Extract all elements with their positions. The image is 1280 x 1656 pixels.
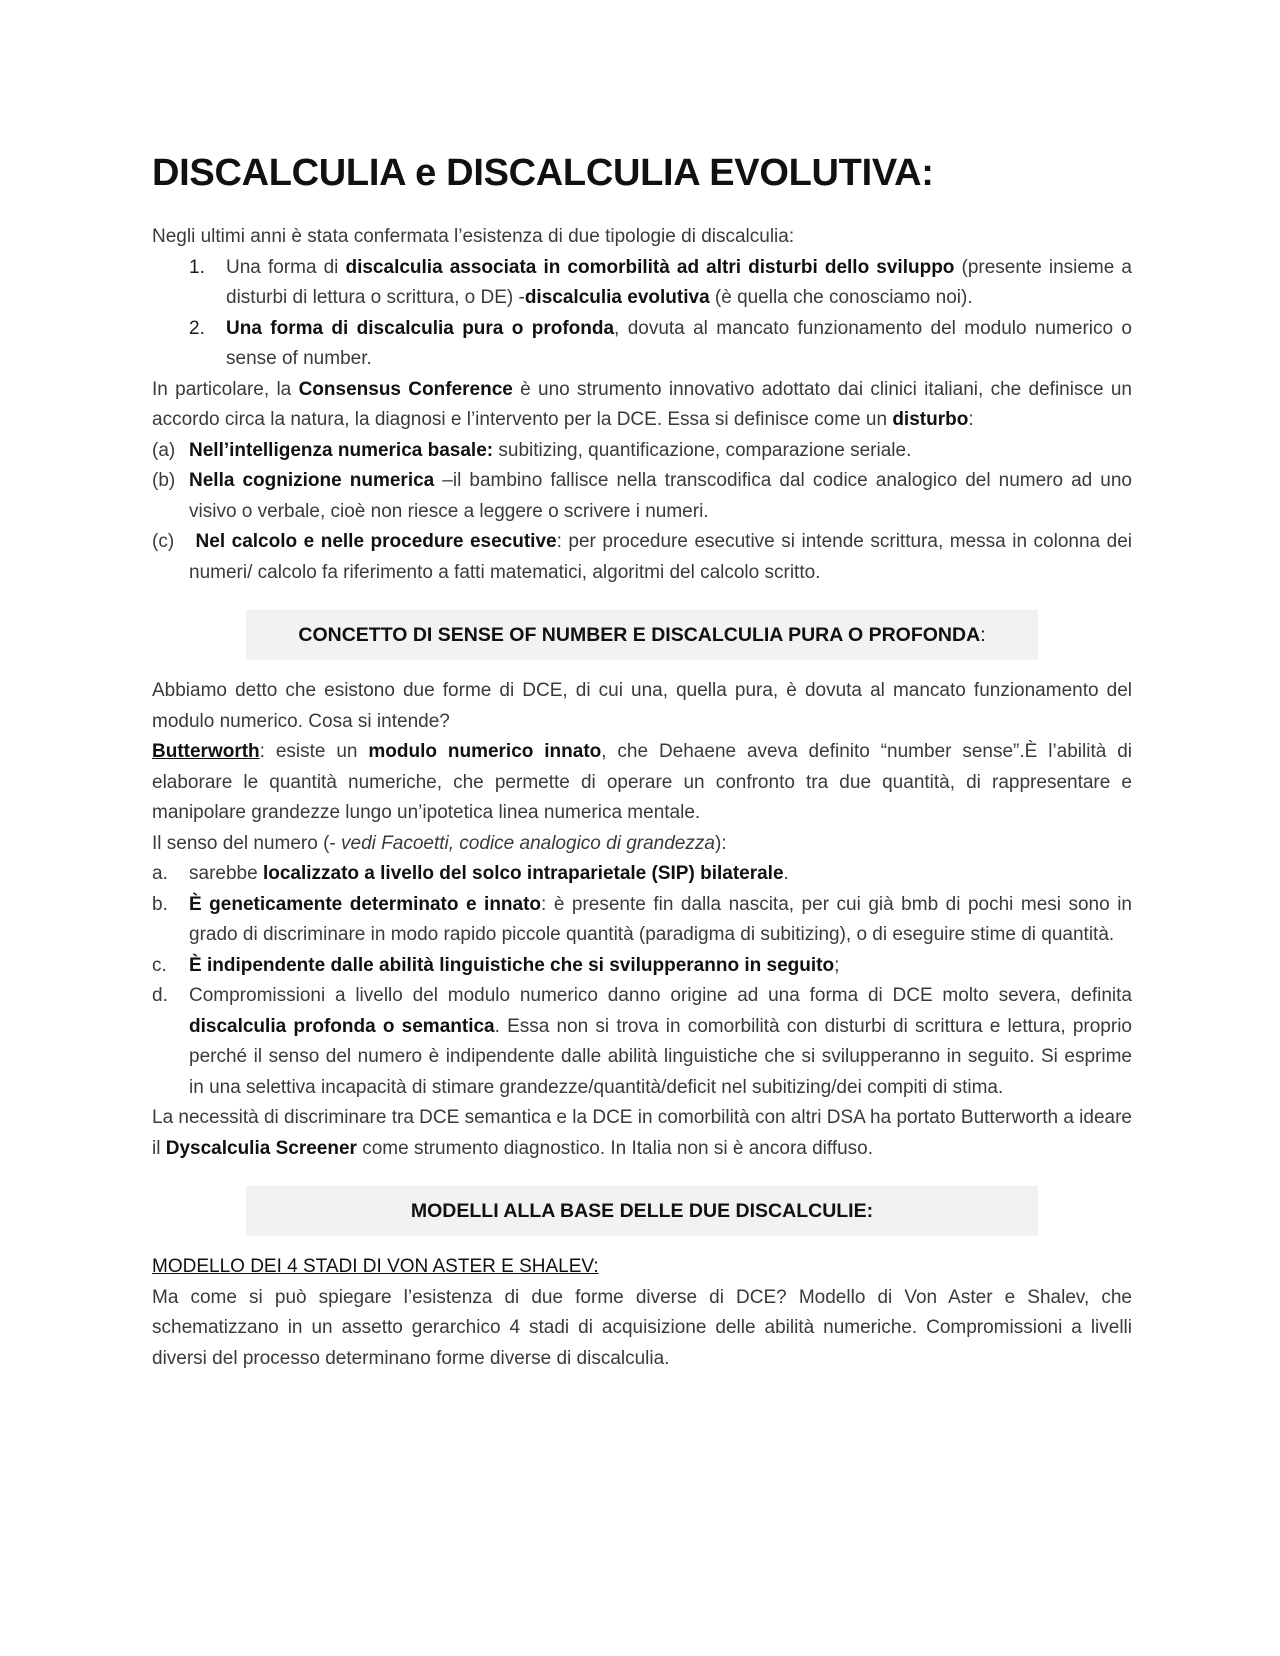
list-item: (c) Nel calcolo e nelle procedure esecutive: per procedure esecutive si intende scrittura, messa in colonna dei numeri/ calcolo fa riferimento a fatti matematici, algoritmi del calcolo scritto. xyxy=(152,527,1132,588)
list-marker: (b) xyxy=(152,470,176,491)
subheading-von-aster: MODELLO DEI 4 STADI DI VON ASTER E SHALEV: xyxy=(152,1256,599,1277)
list-item: (b) Nella cognizione numerica –il bambino fallisce nella transcodifica dal codice analogico del numero ad uno visivo o verbale, cioè non riesce a leggere o scrivere i numeri. xyxy=(152,466,1132,527)
senso-paragraph: Il senso del numero (- vedi Facoetti, codice analogico di grandezza): xyxy=(152,832,727,854)
list-item: 2. Una forma di discalculia pura o profonda, dovuta al mancato funzionamento del modulo numerico o sense of number. xyxy=(152,314,1132,375)
butterworth-paragraph: Butterworth: esiste un modulo numerico innato, che Dehaene aveva definito “number sense”.È l’abilità di elaborare le quantità numeriche, che permette di operare un confronto tra due quantità, di rappresentare e manipolare grandezze lungo un’ipotetica linea numerica mentale. xyxy=(152,741,1132,823)
closing-paragraph: La necessità di discriminare tra DCE semantica e la DCE in comorbilità con altri DSA ha portato Butterworth a ideare il Dyscalculia Screener come strumento diagnostico. In Italia non si è ancora diffuso. xyxy=(152,1107,1132,1159)
list-marker: 2. xyxy=(189,317,205,339)
butterworth-name: Butterworth xyxy=(152,741,260,762)
document-title: DISCALCULIA e DISCALCULIA EVOLUTIVA: xyxy=(152,152,934,194)
senso-list xyxy=(152,859,1132,1103)
list-item: b. È geneticamente determinato e innato: è presente fin dalla nascita, per cui già bmb di pochi mesi sono in grado di discriminare in modo rapido piccole quantità (paradigma di subitizing), o di eseguire stime di quantità. xyxy=(152,890,1132,951)
list-marker: d. xyxy=(152,985,168,1006)
von-aster-paragraph: Ma come si può spiegare l’esistenza di due forme diverse di DCE? Modello di Von Aster e Shalev, che schematizzano in un assetto gerarchico 4 stadi di acquisizione delle abilità numeriche. Compromissioni a livelli diversi del processo determinano forme diverse di discalculia. xyxy=(152,1286,1132,1369)
intro-paragraph: Negli ultimi anni è stata confermata l’esistenza di due tipologie di discalculia: xyxy=(152,226,795,247)
list-item: d. Compromissioni a livello del modulo numerico danno origine ad una forma di DCE molto severa, definita discalculia profonda o semantica. Essa non si trova in comorbilità con disturbi di scrittura e lettura, proprio perché il senso del numero è indipendente dalle abilità linguistiche che si svilupperanno in seguito. Si esprime in una selettiva incapacità di stimare grandezze/quantità/deficit nel subitizing/dei compiti di stima. xyxy=(152,981,1132,1103)
list-marker: (a) xyxy=(152,439,176,461)
section1-paragraph: Abbiamo detto che esistono due forme di DCE, di cui una, quella pura, è dovuta al mancato funzionamento del modulo numerico. Cosa si intende? xyxy=(152,680,1132,732)
types-list xyxy=(152,253,1132,375)
document-page xyxy=(152,150,1132,1374)
section-heading-sense-of-number: CONCETTO DI SENSE OF NUMBER E DISCALCULIA PURA O PROFONDA : xyxy=(246,610,1038,660)
list-marker: a. xyxy=(152,863,168,884)
list-marker: 1. xyxy=(189,256,205,278)
list-marker: (c) xyxy=(152,531,175,552)
list-item: c. È indipendente dalle abilità linguistiche che si svilupperanno in seguito; xyxy=(152,951,1132,982)
list-item: (a) Nell’intelligenza numerica basale: subitizing, quantificazione, comparazione seriale. xyxy=(152,436,1132,467)
list-item: 1. Una forma di discalculia associata in comorbilità ad altri disturbi dello sviluppo (presente insieme a disturbi di lettura o scrittura, o DE) -discalculia evolutiva (è quella che conosciamo noi). xyxy=(152,253,1132,314)
list-marker: c. xyxy=(152,954,167,976)
list-marker: b. xyxy=(152,893,168,915)
disturbo-list xyxy=(152,436,1132,589)
section-heading-modelli: MODELLI ALLA BASE DELLE DUE DISCALCULIE: xyxy=(246,1186,1038,1236)
list-item: a. sarebbe localizzato a livello del solco intraparietale (SIP) bilaterale. xyxy=(152,859,1132,890)
consensus-paragraph: In particolare, la Consensus Conference è uno strumento innovativo adottato dai clinici italiani, che definisce un accordo circa la natura, la diagnosi e l’intervento per la DCE. Essa si definisce come un disturbo: xyxy=(152,378,1132,430)
